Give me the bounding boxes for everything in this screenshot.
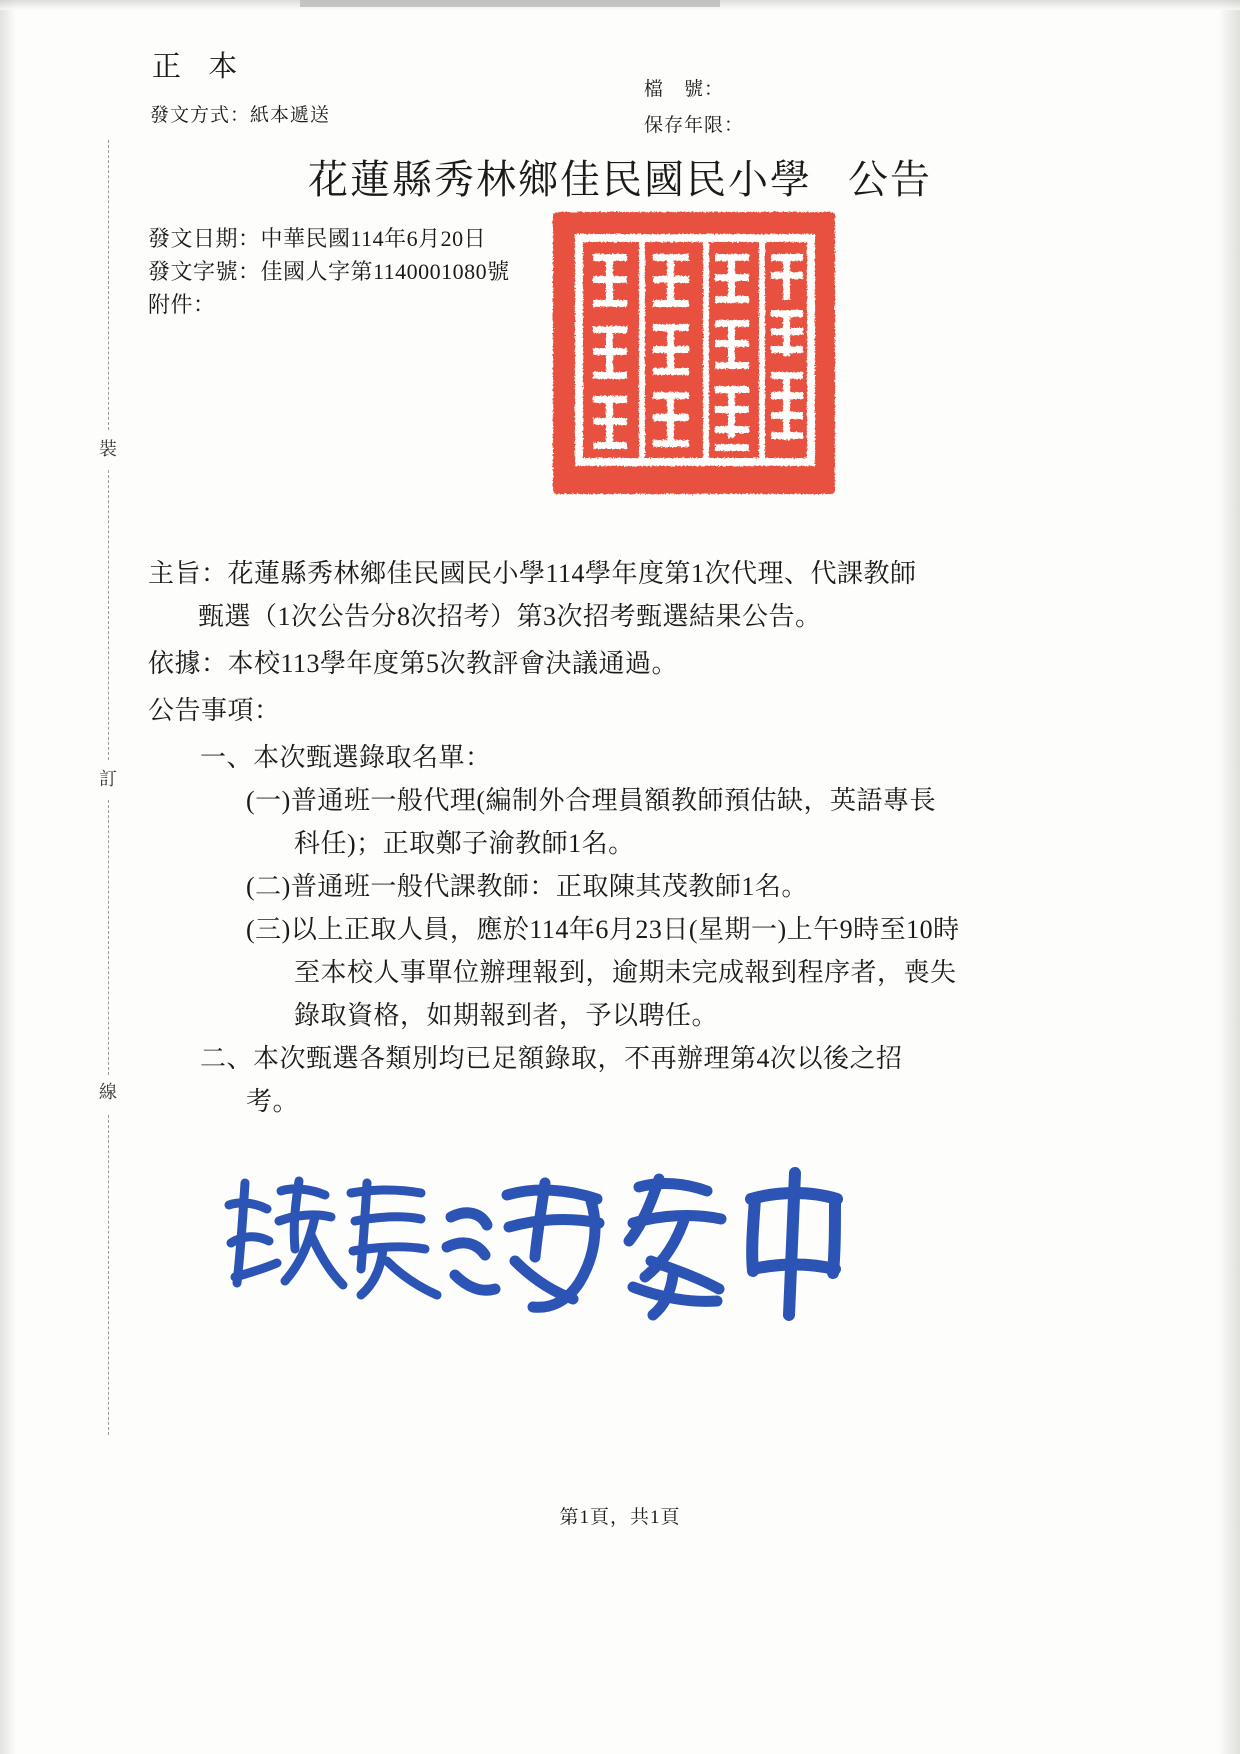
item-2-label: 二、 <box>200 1044 254 1073</box>
binding-dash-1 <box>108 140 109 430</box>
subitem-3-label: (三) <box>246 915 291 944</box>
subitem-1-label: (一) <box>246 786 291 815</box>
basis-line: 依據：本校113學年度第5次教評會決議通過。 <box>148 649 679 678</box>
list-item <box>148 779 1108 822</box>
binding-marks <box>92 140 124 1440</box>
dispatch-method-label: 發文方式：紙本遞送 <box>150 105 331 126</box>
subitem-3-line-2: 至本校人事單位辦理報到，逾期未完成報到程序者，喪失 <box>294 958 957 987</box>
list-item <box>148 1037 1108 1080</box>
document-body <box>148 552 1108 1123</box>
item-2-text: 本次甄選各類別均已足額錄取，不再辦理第4次以後之招 <box>253 1044 903 1073</box>
list-item <box>148 908 1108 951</box>
subitem-3-line-3: 錄取資格，如期報到者，予以聘任。 <box>294 1001 719 1030</box>
scan-notch <box>300 0 720 7</box>
meta-attachment: 附件： <box>148 292 216 317</box>
subitem-2-label: (二) <box>246 872 291 901</box>
principal-signature <box>215 1165 855 1325</box>
item-1-text: 本次甄選錄取名單： <box>253 743 492 772</box>
page-title <box>0 148 1240 205</box>
official-seal-stamp <box>545 206 845 502</box>
scan-edge-right <box>1218 0 1240 1754</box>
meta-doc-number: 發文字號：佳國人字第1140001080號 <box>148 259 510 284</box>
file-number-label: 檔 號： <box>644 79 725 100</box>
title-doctype: 公告 <box>848 157 932 202</box>
list-item <box>148 736 1108 779</box>
subject-line-2: 甄選（1次公告分8次招考）第3次招考甄選結果公告。 <box>198 602 822 631</box>
meta-date: 發文日期：中華民國114年6月20日 <box>148 226 487 251</box>
item-1-label: 一、 <box>200 743 254 772</box>
binding-label-2: 線 <box>92 1078 124 1104</box>
subitem-1-line-2: 科任)；正取鄭子渝教師1名。 <box>294 829 635 858</box>
binding-label-0: 裝 <box>92 435 124 461</box>
binding-dash-4 <box>108 1115 109 1435</box>
document-meta <box>148 222 510 321</box>
subitem-2-line-1: 普通班一般代課教師：正取陳其茂教師1名。 <box>290 872 808 901</box>
retention-period-label: 保存年限： <box>644 115 745 136</box>
subitem-1-line-1: 普通班一般代理(編制外合理員額教師預估缺，英語專長 <box>290 786 936 815</box>
title-organization: 花蓮縣秀林鄉佳民國民小學 <box>308 157 812 202</box>
item-2-continuation: 考。 <box>246 1087 300 1116</box>
binding-label-1: 訂 <box>92 765 124 791</box>
list-item <box>148 865 1108 908</box>
subitem-3-line-1: 以上正取人員，應於114年6月23日(星期一)上午9時至10時 <box>290 915 960 944</box>
page-footer: 第1頁，共1頁 <box>559 1507 681 1528</box>
subject-line-1: 主旨：花蓮縣秀林鄉佳民國民小學114學年度第1次代理、代課教師 <box>148 559 917 588</box>
copy-type-label: 正 本 <box>152 51 248 83</box>
binding-dash-2 <box>108 470 109 760</box>
announce-header: 公告事項： <box>148 696 281 725</box>
binding-dash-3 <box>108 800 109 1075</box>
scan-edge-left <box>0 0 16 1754</box>
